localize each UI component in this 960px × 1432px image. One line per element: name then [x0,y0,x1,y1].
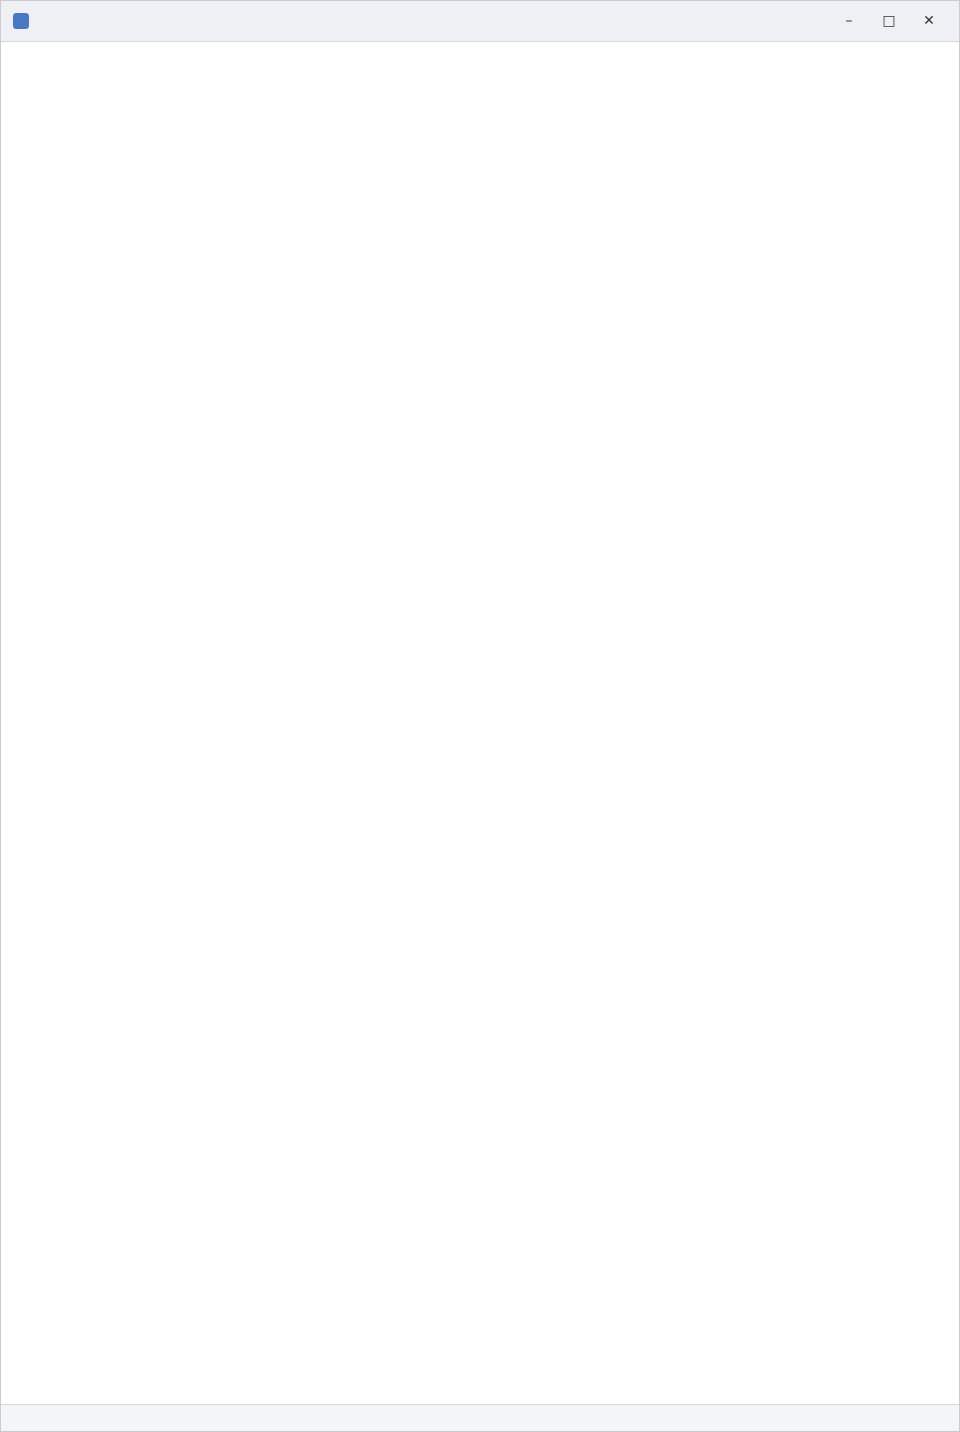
close-button[interactable] [911,7,947,35]
window-controls [831,7,947,35]
maximize-icon: □ [882,13,896,29]
status-bar [1,1404,959,1431]
minimize-button[interactable] [831,7,867,35]
maximize-button[interactable] [871,7,907,35]
main-content [1,42,959,1404]
close-icon: ✕ [923,13,935,29]
minimize-icon: – [845,13,853,29]
title-bar [1,1,959,42]
app-icon [13,13,29,29]
